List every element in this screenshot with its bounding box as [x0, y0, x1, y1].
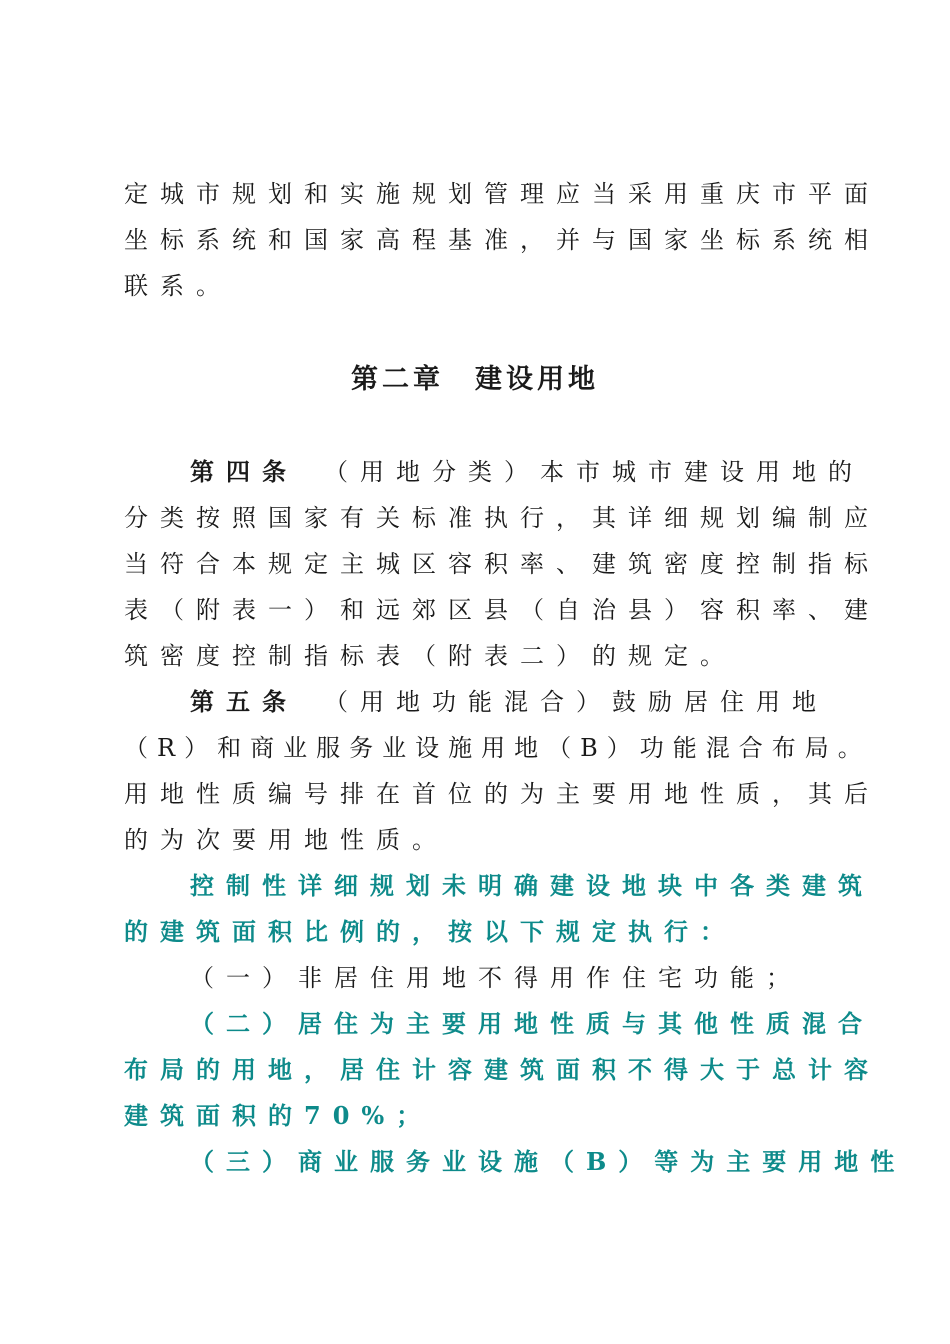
article-4-line-1 [190, 456, 864, 488]
article-5-line-1 [190, 686, 828, 718]
article-5-heading-text: （用地功能混合）鼓励居住用地 [324, 688, 828, 716]
article-5-line-2: （R）和商业服务业设施用地（B）功能混合布局。 [124, 734, 871, 762]
article-4-heading-text: （用地分类）本市城市建设用地的 [324, 458, 864, 486]
intro-line-3: 联系。 [124, 272, 232, 300]
item-2-line-1: （二）居住为主要用地性质与其他性质混合 [190, 1009, 874, 1038]
item-2-line-3: 建筑面积的70%； [124, 1101, 433, 1130]
article-4-line-5: 筑密度控制指标表（附表二）的规定。 [124, 642, 736, 670]
article-4-line-4: 表（附表一）和远郊区县（自治县）容积率、建 [124, 596, 880, 624]
highlight-line-2: 的建筑面积比例的，按以下规定执行： [124, 917, 736, 946]
article-5-line-4: 的为次要用地性质。 [124, 826, 448, 854]
chapter-title: 第二章 建设用地 [351, 364, 599, 395]
article-4-line-2: 分类按照国家有关标准执行，其详细规划编制应 [124, 504, 880, 532]
intro-line-2: 坐标系统和国家高程基准，并与国家坐标系统相 [124, 226, 880, 254]
article-4-line-3: 当符合本规定主城区容积率、建筑密度控制指标 [124, 550, 880, 578]
highlight-line-1: 控制性详细规划未明确建设地块中各类建筑 [190, 871, 874, 900]
item-3-line-1: （三）商业服务业设施（B）等为主要用地性 [190, 1147, 907, 1176]
article-5-label: 第五条 [190, 688, 298, 716]
item-1-line: （一）非居住用地不得用作住宅功能； [190, 964, 802, 992]
article-5-line-3: 用地性质编号排在首位的为主要用地性质，其后 [124, 780, 880, 808]
intro-line-1: 定城市规划和实施规划管理应当采用重庆市平面 [124, 180, 880, 208]
article-4-label: 第四条 [190, 458, 298, 486]
item-2-line-2: 布局的用地，居住计容建筑面积不得大于总计容 [124, 1055, 880, 1084]
